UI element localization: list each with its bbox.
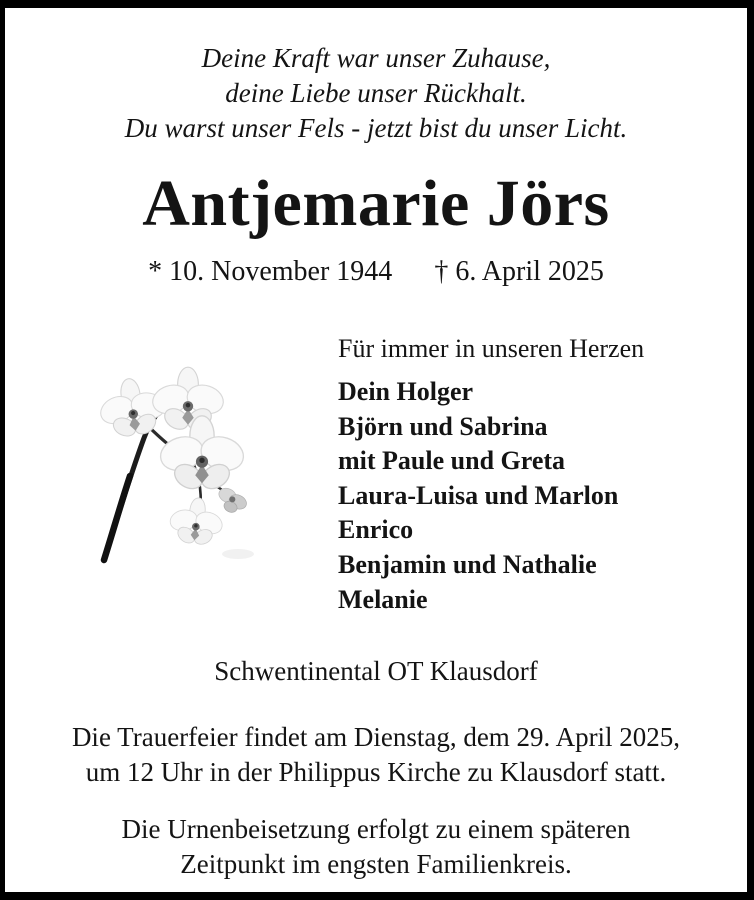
mourner-line: Björn und Sabrina xyxy=(338,411,548,441)
burial-line: Die Urnenbeisetzung erfolgt zu einem späteren xyxy=(121,814,631,844)
burial-paragraph xyxy=(5,812,747,882)
death-symbol: † xyxy=(434,256,449,287)
epigraph-line: Du warst unser Fels - jetzt bist du unser Licht. xyxy=(124,113,628,143)
orchid-illustration xyxy=(90,364,255,576)
mourner-line: Laura-Luisa und Marlon xyxy=(338,480,619,510)
mourner-line: Melanie xyxy=(338,584,428,614)
mourner-line: Benjamin und Nathalie xyxy=(338,549,597,579)
burial-line: Zeitpunkt im engsten Familienkreis. xyxy=(180,849,572,879)
mourner-line: mit Paule und Greta xyxy=(338,446,566,476)
white-orchid-spray-image xyxy=(90,364,255,576)
epigraph-line: Deine Kraft war unser Zuhause, xyxy=(201,43,551,73)
life-dates xyxy=(5,255,747,289)
mourner-line: Enrico xyxy=(338,515,414,545)
epigraph xyxy=(5,41,747,146)
funeral-line: um 12 Uhr in der Philippus Kirche zu Klausdorf statt. xyxy=(85,757,667,787)
funeral-line: Die Trauerfeier findet am Dienstag, dem 29. April 2025, xyxy=(71,722,681,752)
remembrance-line: Für immer in unseren Herzen xyxy=(338,334,645,363)
funeral-paragraph xyxy=(5,720,747,790)
epigraph-line: deine Liebe unser Rückhalt. xyxy=(225,78,527,108)
location-line: Schwentinental OT Klausdorf xyxy=(214,656,538,686)
birth-date: 10. November 1944 xyxy=(169,256,393,287)
family-block xyxy=(338,332,644,617)
death-date: 6. April 2025 xyxy=(455,256,604,287)
deceased-name: Antjemarie Jörs xyxy=(142,167,610,240)
mourner-line: Dein Holger xyxy=(338,377,474,406)
birth-symbol: * xyxy=(148,256,163,287)
